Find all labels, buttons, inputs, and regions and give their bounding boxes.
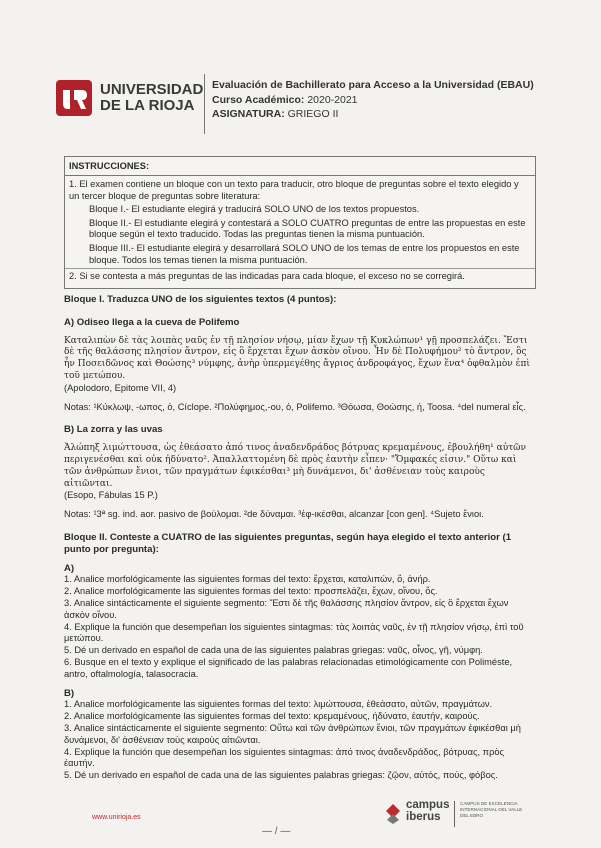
question-A4: 4. Explique la función que desempeñan los siguientes sintagmas: τὰς λοιπὰς ναῦς, ἐν τῇ πλησίον νήσῳ, ἐπὶ τοῦ μετώπου. (64, 621, 524, 644)
question-B1: 1. Analice morfológicamente las siguientes formas del texto: λιμώττουσα, ἐθεάσατο, αὐτῶν, πραγμάτων. (64, 699, 493, 710)
block2-B-list (64, 699, 536, 782)
campus-subtitle: CAMPUS DE EXCELENCIA INTERNACIONAL DEL VALLE DEL EBRO (460, 801, 523, 818)
exam-content (64, 294, 536, 782)
course-value: 2020-2021 (307, 93, 358, 106)
instructions-separator (65, 268, 535, 269)
campus-divider (454, 801, 455, 827)
exam-title: Evaluación de Bachillerato para Acceso a la Universidad (EBAU) (212, 79, 534, 91)
instructions-box (64, 156, 536, 289)
textA-title: A) Odiseo llega a la cueva de Polifemo (64, 316, 240, 328)
campus-name-line1: campus (406, 799, 450, 811)
university-name-line2: DE LA RIOJA (100, 97, 195, 114)
question-B4: 4. Explique la función que desempeñan los siguientes sintagmas: ἀπό τινος ἀναδενδράδος, βότρυας, πρὸς ἑαυτήν. (64, 746, 505, 769)
block2-A-list (64, 574, 536, 680)
university-name-line1: UNIVERSIDAD (100, 81, 204, 98)
exam-header (56, 74, 556, 136)
page-marker: — / — (262, 826, 291, 837)
instruction-1: 1. El examen contiene un bloque con un texto para traducir, otro bloque de preguntas sobre el texto elegido y un tercer bloque de preguntas sobre literatura: (69, 179, 519, 201)
campus-name-line2: iberus (406, 811, 441, 823)
question-A5: 5. Dé un derivado en español de cada una de las siguientes palabras griegas: ναῦς, οἶνος, γῆ, νύμφη. (64, 645, 483, 656)
textB-title: B) La zorra y las uvas (64, 424, 163, 436)
exam-info (212, 78, 534, 122)
textB-greek: Ἀλώπηξ λιμώττουσα, ὡς ἐθεάσατο ἀπό τινος ἀναδενδράδος βότρυας κρεμαμένους, ἐβουλήθη¹ αὐτῶν περιγενέσθαι καὶ οὐκ ἠδύνατο². Ἀπαλλαττομένη δὲ πρὸς ἑαυτὴν εἶπεν· "Ὄμφακές εἰσιν." Οὕτω καὶ τῶν ἀνθρώπων ἔνιοι, τῶν πραγμάτων ἐφικέσθαι³ μὴ δυνάμενοι, δι' ἀσθένειαν τοὺς καιροὺς αἰτιῶνται. (64, 443, 526, 489)
footer-url-link[interactable]: www.unirioja.es (92, 814, 141, 821)
textA-source: (Apolodoro, Epitome VII, 4) (64, 382, 177, 393)
question-B2: 2. Analice morfológicamente las siguientes formas del texto: κρεμαμένους, ἠδύνατο, ἑαυτήν, καιρούς. (64, 711, 480, 722)
subject-label: ASIGNATURA: (212, 108, 285, 120)
campus-name (406, 799, 449, 823)
question-B3: 3. Analice sintácticamente el siguiente segmento: Οὕτω καὶ τῶν ἀνθρώπων ἔνιοι, τῶν πραγμάτων ἐφικέσθαι μὴ δυνάμενοι, δι' ἀσθένειαν τοὺς καιροὺς αἰτιῶνται. (64, 722, 521, 745)
textB-source: (Esopo, Fábulas 15 P.) (64, 490, 158, 501)
subject-value: GRIEGO II (287, 108, 339, 120)
instruction-block-2: Bloque II.- El estudiante elegirá y contestará a SOLO CUATRO preguntas de entre las propuestas en este bloque según el texto traducido. Todas las preguntas tienen la misma puntuación. (89, 217, 526, 240)
instruction-2: 2. Si se contesta a más preguntas de las indicadas para cada bloque, el exceso no se corregirá. (69, 271, 465, 282)
course-label: Curso Académico: (212, 93, 305, 106)
question-B5: 5. Dé un derivado en español de cada una de las siguientes palabras griegas: ζῷον, αὐτός, πούς, φόβος. (64, 770, 498, 781)
textB-notes: Notas: ¹3ª sg. ind. aor. pasivo de βούλομαι. ²de δύναμαι. ³ἐφ-ικέσθαι, alcanzar [con gen]. ⁴Sujeto ἔνιοι. (64, 509, 484, 520)
textA-notes: Notas: ¹Κύκλωψ, -ωπος, ὁ, Cíclope. ²Πολύφημος,-ου, ὁ, Polifemo. ³Θόωσα, Θοώσης, ἡ, Toosa. ⁴del numeral εἷς. (64, 401, 526, 412)
instruction-block-3: Bloque III.- El estudiante elegirá y desarrollará SOLO UNO de los temas de entre los propuestos en este bloque. Todos los temas tienen la misma puntuación. (89, 242, 520, 265)
university-name (100, 82, 203, 114)
campus-iberus-logo (384, 799, 534, 831)
block1-heading: Bloque I. Traduzca UNO de los siguientes textos (4 puntos): (64, 294, 337, 305)
instructions-title: INSTRUCCIONES: (65, 157, 535, 176)
question-A1: 1. Analice morfológicamente las siguientes formas del texto: ἔρχεται, καταλιπών, ὅ, ἀνήρ. (64, 574, 431, 585)
question-A6: 6. Busque en el texto y explique el significado de las palabras relacionadas etimológicamente con Poliméste, antro, oftalmología, talasocracia. (64, 656, 513, 679)
block2-heading: Bloque II. Conteste a CUATRO de las siguientes preguntas, según haya elegido el texto anterior (1 punto por pregunta): (64, 531, 512, 555)
header-divider (204, 74, 205, 134)
question-A2: 2. Analice morfológicamente las siguientes formas del texto: προσπελάζει, ἔχων, οἴνου, ὅς. (64, 586, 438, 597)
question-A3: 3. Analice sintácticamente el siguiente segmento: Ἔστι δὲ τῆς θαλάσσης πλησίον ἄντρον, εἰς ὃ ἔρχεται ἔχων ἀσκὸν οἴνου. (64, 597, 509, 620)
university-logo (56, 80, 92, 116)
block2-B-label: B) (64, 687, 75, 699)
textA-greek: Καταλιπὼν δὲ τὰς λοιπὰς ναῦς ἐν τῇ πλησίον νήσῳ, μίαν ἔχων τῇ Κυκλώπων¹ γῇ προσπελάζει. Ἔστι δὲ τῆς θαλάσσης πλησίον ἄντρον, εἰς ὃ ἔρχεται ἔχων ἀσκὸν οἴνου. Ἦν δὲ Πολυφήμου² τὸ ἄντρον, ὃς ἦν Ποσειδῶνος καὶ Θοώσης³ νύμφης, ἀνὴρ ὑπερμεγέθης ἄγριος ἀνδροφάγος, ἔχων ἕνα⁴ ὀφθαλμὸν ἐπὶ τοῦ μετώπου. (64, 335, 530, 381)
campus-logo-icon (384, 803, 402, 825)
instruction-block-1: Bloque I.- El estudiante elegirá y traducirá SOLO UNO de los textos propuestos. (89, 204, 420, 215)
block2-A-label: A) (64, 562, 75, 574)
